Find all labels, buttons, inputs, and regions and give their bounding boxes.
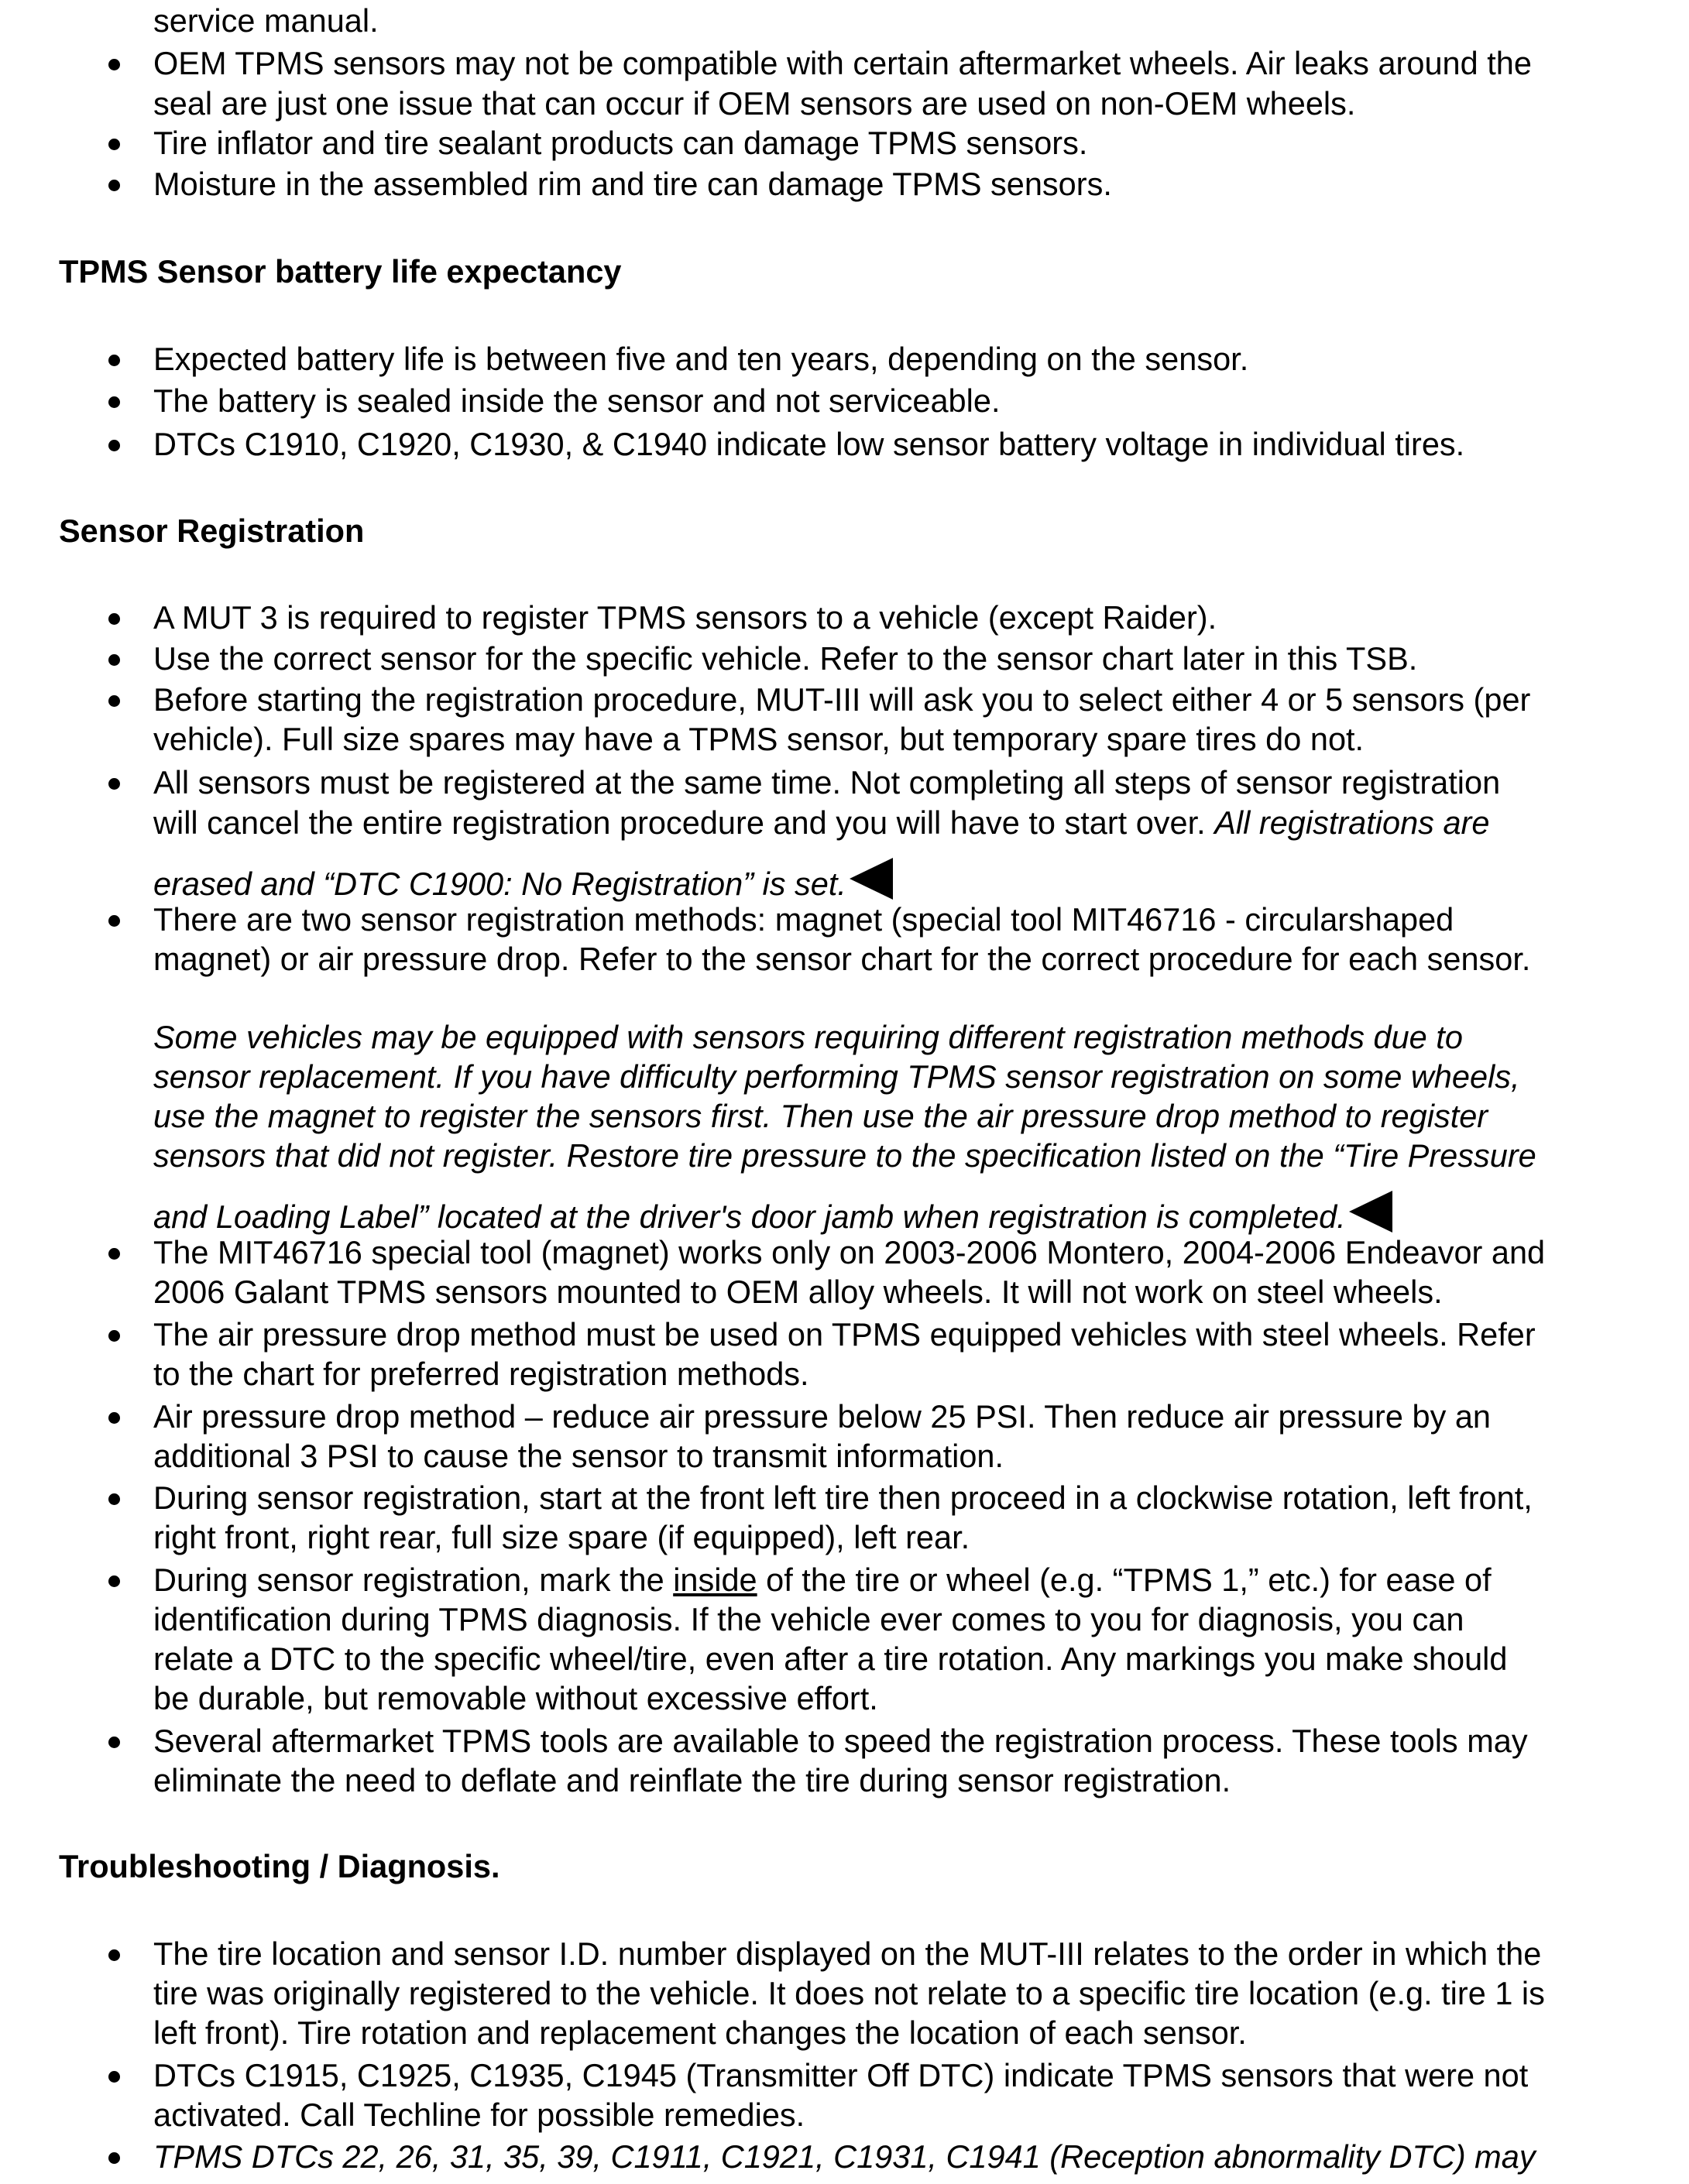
text-line: relate a DTC to the specific wheel/tire, even after a tire rotation. Any markings you make should	[153, 1641, 1508, 1677]
text-line: magnet) or air pressure drop. Refer to the sensor chart for the correct procedure for each sensor.	[153, 941, 1531, 977]
bullet-icon	[108, 613, 120, 625]
text-line: additional 3 PSI to cause the sensor to transmit information.	[153, 1438, 1004, 1474]
text-line: During sensor registration, start at the front left tire then proceed in a clockwise rotation, left front,	[153, 1479, 1533, 1516]
text-line: Expected battery life is between five and ten years, depending on the sensor.	[153, 341, 1249, 377]
note-line	[153, 1191, 1392, 1237]
text-line: eliminate the need to deflate and reinflate the tire during sensor registration.	[153, 1762, 1231, 1798]
left-triangle-icon	[850, 858, 893, 900]
text-line: Moisture in the assembled rim and tire can damage TPMS sensors.	[153, 166, 1112, 202]
text-line: The MIT46716 special tool (magnet) works only on 2003-2006 Montero, 2004-2006 Endeavor and	[153, 1234, 1546, 1270]
bullet-icon	[108, 778, 120, 790]
text-line: The air pressure drop method must be used on TPMS equipped vehicles with steel wheels. Refer	[153, 1316, 1536, 1353]
text-span: of the tire or wheel (e.g. “TPMS 1,” etc.) for ease of	[757, 1562, 1492, 1598]
italic-text: and Loading Label” located at the driver's door jamb when registration is completed.	[153, 1198, 1346, 1235]
text-line: right front, right rear, full size spare (if equipped), left rear.	[153, 1519, 970, 1555]
text-span: During sensor registration, mark the	[153, 1562, 674, 1598]
left-triangle-icon	[1349, 1191, 1392, 1233]
bullet-icon	[108, 139, 120, 150]
bullet-icon	[108, 355, 120, 366]
section-heading-registration: Sensor Registration	[59, 513, 365, 549]
bullet-icon	[108, 1412, 120, 1424]
text-line	[153, 803, 1489, 843]
bullet-icon	[108, 59, 120, 70]
bullet-icon	[108, 396, 120, 408]
text-line: Tire inflator and tire sealant products can damage TPMS sensors.	[153, 125, 1088, 161]
bullet-icon	[108, 1575, 120, 1587]
text-line: Before starting the registration procedure, MUT-III will ask you to select either 4 or 5 sensors (per	[153, 681, 1531, 718]
text-line: be durable, but removable without excessive effort.	[153, 1680, 878, 1716]
note-line: use the magnet to register the sensors first. Then use the air pressure drop method to register	[153, 1098, 1488, 1134]
text-line: 2006 Galant TPMS sensors mounted to OEM alloy wheels. It will not work on steel wheels.	[153, 1274, 1443, 1310]
text-line	[153, 858, 893, 904]
text-line: The tire location and sensor I.D. number displayed on the MUT-III relates to the order in which the	[153, 1935, 1542, 1972]
text-line: DTCs C1915, C1925, C1935, C1945 (Transmitter Off DTC) indicate TPMS sensors that were not	[153, 2057, 1529, 2093]
bullet-icon	[108, 1949, 120, 1961]
note-line: sensors that did not register. Restore tire pressure to the specification listed on the “Tire Pressure	[153, 1137, 1536, 1174]
bullet-icon	[108, 654, 120, 666]
text-line: Use the correct sensor for the specific vehicle. Refer to the sensor chart later in this TSB.	[153, 640, 1418, 677]
text-line: TPMS DTCs 22, 26, 31, 35, 39, C1911, C1921, C1931, C1941 (Reception abnormality DTC) may	[153, 2138, 1536, 2175]
bullet-icon	[108, 2071, 120, 2083]
text-line	[153, 1560, 1492, 1600]
text-line: service manual.	[153, 2, 379, 39]
text-line: A MUT 3 is required to register TPMS sensors to a vehicle (except Raider).	[153, 599, 1217, 636]
italic-text: erased and “DTC C1900: No Registration” is set.	[153, 866, 846, 902]
bullet-icon	[108, 1248, 120, 1260]
text-line: to the chart for preferred registration methods.	[153, 1356, 809, 1392]
bullet-icon	[108, 915, 120, 927]
text-line: All sensors must be registered at the same time. Not completing all steps of sensor registration	[153, 764, 1501, 801]
bullet-icon	[108, 180, 120, 191]
text-line: vehicle). Full size spares may have a TPMS sensor, but temporary spare tires do not.	[153, 721, 1365, 757]
text-line: DTCs C1910, C1920, C1930, & C1940 indicate low sensor battery voltage in individual tires.	[153, 426, 1465, 462]
text-line: Air pressure drop method – reduce air pressure below 25 PSI. Then reduce air pressure by an	[153, 1398, 1492, 1435]
note-line: sensor replacement. If you have difficulty performing TPMS sensor registration on some wheels,	[153, 1058, 1520, 1095]
bullet-icon	[108, 1737, 120, 1748]
text-span: will cancel the entire registration procedure and you will have to start over.	[153, 804, 1215, 841]
bullet-icon	[108, 1330, 120, 1342]
section-heading-troubleshooting: Troubleshooting / Diagnosis.	[59, 1848, 500, 1884]
bullet-icon	[108, 1493, 120, 1505]
bullet-icon	[108, 2152, 120, 2164]
text-line: OEM TPMS sensors may not be compatible with certain aftermarket wheels. Air leaks around the	[153, 45, 1532, 81]
section-heading-battery: TPMS Sensor battery life expectancy	[59, 253, 622, 290]
text-line: activated. Call Techline for possible remedies.	[153, 2097, 805, 2133]
text-line: left front). Tire rotation and replacement changes the location of each sensor.	[153, 2014, 1247, 2051]
note-line: Some vehicles may be equipped with sensors requiring different registration methods due to	[153, 1019, 1463, 1055]
text-line: identification during TPMS diagnosis. If the vehicle ever comes to you for diagnosis, you can	[153, 1601, 1464, 1637]
italic-text: All registrations are	[1214, 804, 1490, 841]
text-line: tire was originally registered to the vehicle. It does not relate to a specific tire location (e.g. tire 1 is	[153, 1975, 1545, 2011]
bullet-icon	[108, 440, 120, 451]
text-line: seal are just one issue that can occur if OEM sensors are used on non-OEM wheels.	[153, 85, 1356, 122]
underlined-text: inside	[673, 1562, 757, 1598]
text-line: The battery is sealed inside the sensor and not serviceable.	[153, 382, 1001, 419]
text-line: Several aftermarket TPMS tools are available to speed the registration process. These tools may	[153, 1723, 1528, 1759]
text-line: There are two sensor registration methods: magnet (special tool MIT46716 - circularshaped	[153, 901, 1454, 938]
bullet-icon	[108, 695, 120, 707]
